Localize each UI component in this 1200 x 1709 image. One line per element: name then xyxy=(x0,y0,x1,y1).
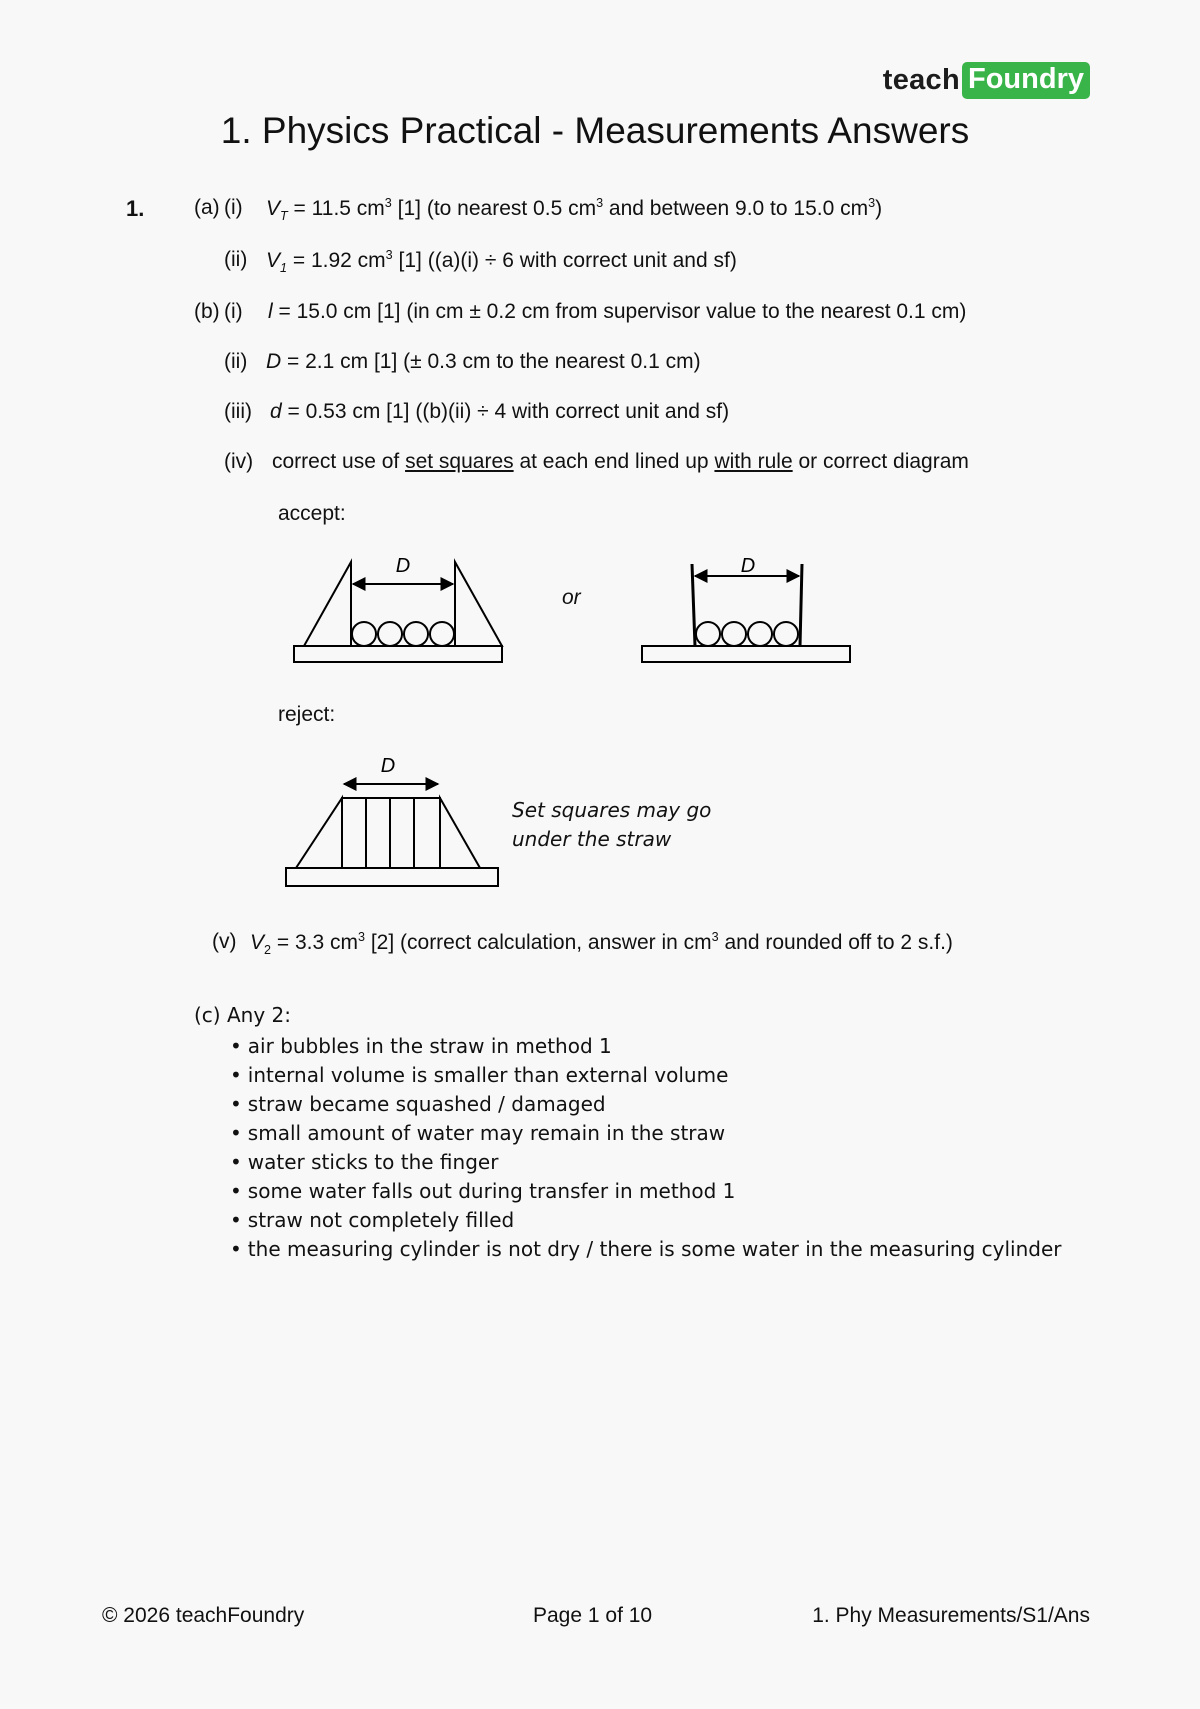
part-b-iv-label: (iv) xyxy=(224,450,254,473)
question-number: 1. xyxy=(126,196,145,221)
list-item: • internal volume is smaller than external volume xyxy=(230,1061,1061,1090)
reject-label: reject: xyxy=(278,703,336,726)
list-item: • water sticks to the finger xyxy=(230,1148,1061,1177)
part-b-label: (b) xyxy=(194,300,220,323)
list-item: • some water falls out during transfer in method 1 xyxy=(230,1177,1061,1206)
diagram-d-label: D xyxy=(395,555,411,577)
diagram-d-label: D xyxy=(740,555,756,577)
part-b-v-answer: $V_2 = 3.3$ $cm^3$ [2] (correct calculation, answer in $cm^3$ and rounded off to 2 s.f.) xyxy=(250,930,953,958)
part-b-iii-label: (iii) xyxy=(224,400,252,423)
logo-foundry: Foundry xyxy=(962,62,1090,99)
list-item: • the measuring cylinder is not dry / there is some water in the measuring cylinder xyxy=(230,1235,1061,1264)
part-b-i-label: (i) xyxy=(224,300,243,323)
accept-label: accept: xyxy=(278,502,346,525)
list-item: • straw became squashed / damaged xyxy=(230,1090,1061,1119)
accept-diagram-set-squares xyxy=(290,550,510,668)
reject-note: Set squares may go under the straw xyxy=(512,798,712,851)
part-a-i-answer: $V_T = 11.5$ $cm^3$ [1] (to nearest 0.5 $cm^3$ and between 9.0 to 15.0 $cm^3$) xyxy=(266,196,883,224)
teachfoundry-logo xyxy=(883,62,1090,99)
part-b-i-answer: l = 15.0 cm [1] (in cm ± 0.2 cm from supervisor value to the nearest 0.1 cm) xyxy=(268,300,967,323)
footer-copyright: © 2026 teachFoundry xyxy=(102,1604,305,1627)
footer-document-ref: 1. Phy Measurements/S1/Ans xyxy=(812,1604,1090,1627)
diagram-d-label: D xyxy=(380,755,396,777)
part-a-ii-answer: $V_1 = 1.92$ $cm^3$ [1] ((a)(i) ÷ 6 with correct unit and sf) xyxy=(266,248,737,276)
part-a-i-label: (i) xyxy=(224,196,243,219)
part-b-ii-label: (ii) xyxy=(224,350,248,373)
part-b-ii-answer: D = 2.1 cm [1] (± 0.3 cm to the nearest 0.1 cm) xyxy=(266,350,701,373)
list-item: • small amount of water may remain in the straw xyxy=(230,1119,1061,1148)
logo-teach: teach xyxy=(882,64,960,96)
part-b-iii-answer: d = 0.53 cm [1] ((b)(ii) ÷ 4 with correct unit and sf) xyxy=(270,400,730,423)
part-c-list xyxy=(230,1032,1061,1264)
part-c-heading: (c) Any 2: xyxy=(194,1003,291,1027)
part-b-v-label: (v) xyxy=(212,930,237,953)
list-item: • straw not completely filled xyxy=(230,1206,1061,1235)
list-item: • air bubbles in the straw in method 1 xyxy=(230,1032,1061,1061)
page-title: 1. Physics Practical - Measurements Answers xyxy=(220,110,970,151)
part-b-iv-answer: correct use of set squares at each end lined up with rule or correct diagram xyxy=(272,450,969,473)
or-label: or xyxy=(562,586,581,609)
part-a-ii-label: (ii) xyxy=(224,248,248,271)
part-a-label: (a) xyxy=(194,196,220,219)
reject-diagram xyxy=(280,746,505,890)
footer-page-number: Page 1 of 10 xyxy=(533,1604,653,1627)
accept-diagram-rule-lines xyxy=(638,550,858,668)
